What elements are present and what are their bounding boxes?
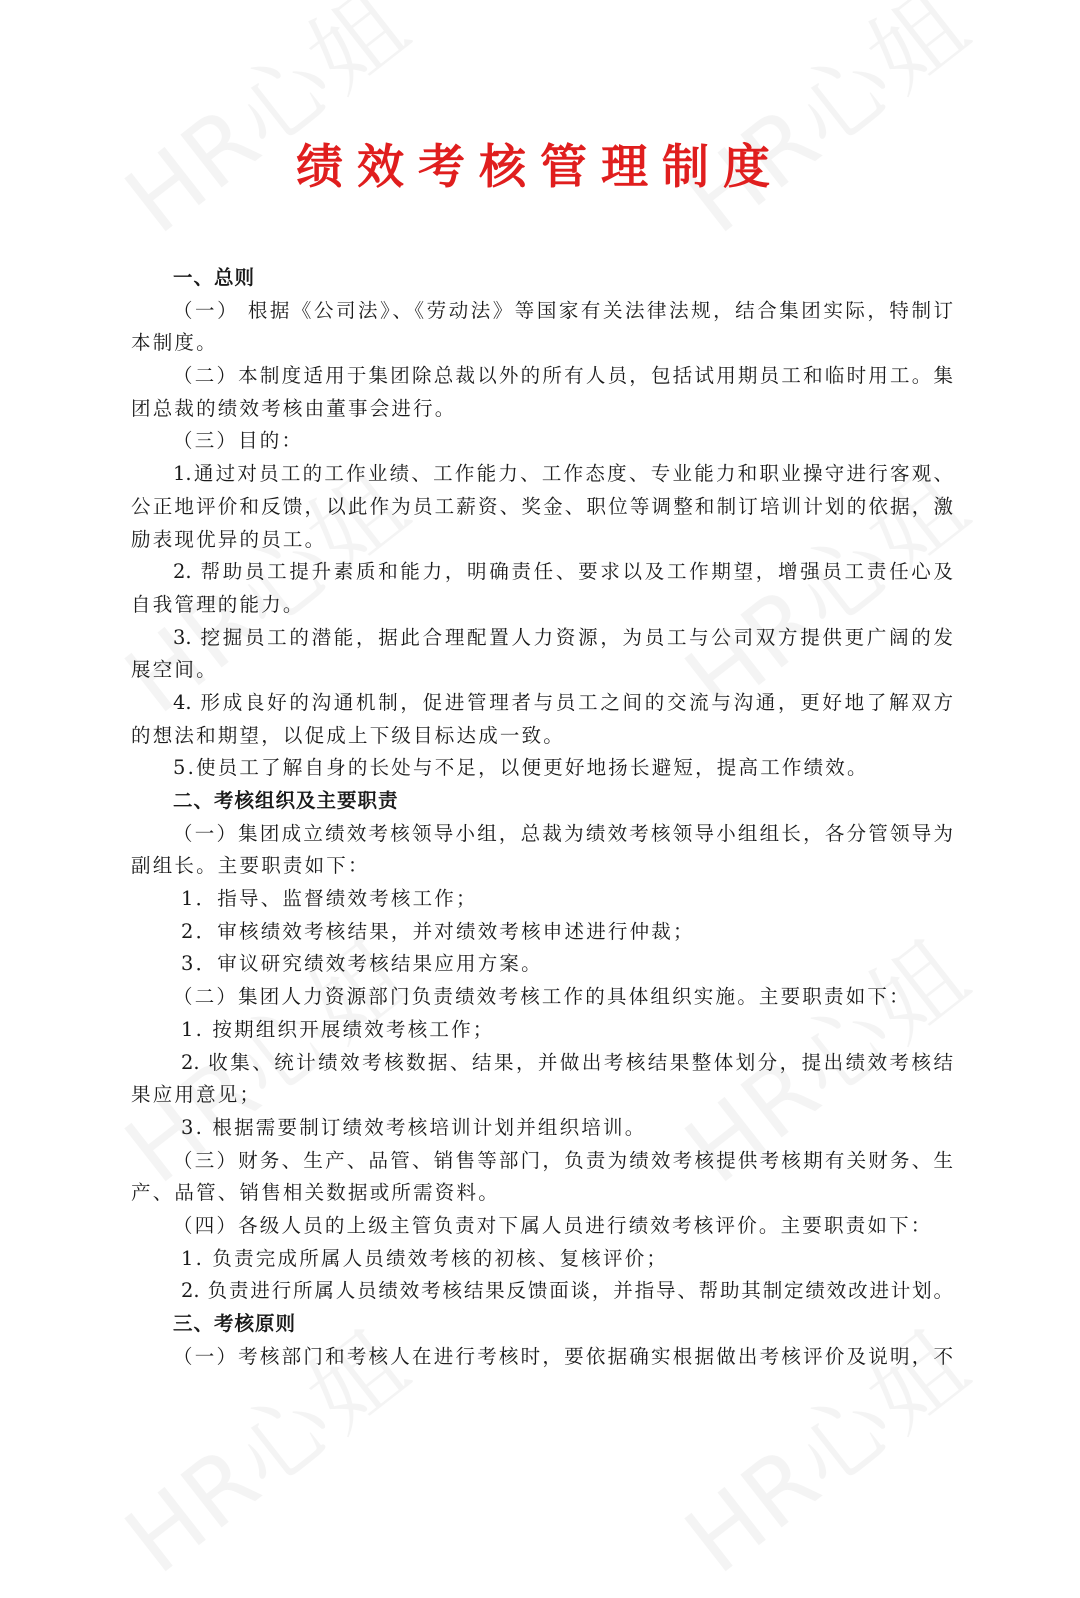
paragraph-line: 本制度。 (131, 331, 218, 355)
paragraph-line: 2. 负责进行所属人员绩效考核结果反馈面谈，并指导、帮助其制定绩效改进计划。 (181, 1279, 953, 1303)
paragraph-line: 自我管理的能力。 (131, 592, 305, 616)
document-title: 绩效考核管理制度 (296, 140, 784, 195)
paragraph-line: 3．审议研究绩效考核结果应用方案。 (181, 952, 543, 976)
paragraph-line: 果应用意见； (131, 1083, 262, 1107)
paragraph-line: 公正地评价和反馈，以此作为员工薪资、奖金、职位等调整和制订培训计划的依据，激 (131, 494, 953, 518)
paragraph-line: 2. 帮助员工提升素质和能力，明确责任、要求以及工作期望，增强员工责任心及 (173, 560, 953, 584)
paragraph-line: （三）财务、生产、品管、销售等部门，负责为绩效考核提供考核期有关财务、生 (173, 1148, 953, 1172)
watermark (654, 0, 991, 258)
paragraph-line: （一） 根据《公司法》、《劳动法》等国家有关法律法规，结合集团实际，特制订 (173, 298, 953, 322)
paragraph-line: 2. 收集、统计绩效考核数据、结果，并做出考核结果整体划分，提出绩效考核结 (181, 1050, 953, 1074)
paragraph-line: 产、品管、销售相关数据或所需资料。 (131, 1181, 500, 1205)
paragraph-line: 2．审核绩效考核结果，并对绩效考核申述进行仲裁； (181, 919, 695, 943)
paragraph-line: （一）考核部门和考核人在进行考核时，要依据确实根据做出考核评价及说明，不 (173, 1344, 953, 1368)
paragraph-line: 展空间。 (131, 658, 218, 682)
paragraph-line: （一）集团成立绩效考核领导小组，总裁为绩效考核领导小组组长，各分管领导为 (173, 821, 953, 845)
paragraph-line: 团总裁的绩效考核由董事会进行。 (131, 396, 457, 420)
paragraph-line: 4. 形成良好的沟通机制，促进管理者与员工之间的交流与沟通，更好地了解双方 (173, 690, 953, 714)
paragraph-line: （二）集团人力资源部门负责绩效考核工作的具体组织实施。主要职责如下： (173, 985, 911, 1009)
paragraph-line: （四）各级人员的上级主管负责对下属人员进行绩效考核评价。主要职责如下： (173, 1213, 933, 1237)
paragraph-line: 1. 负责完成所属人员绩效考核的初核、复核评价； (181, 1246, 669, 1270)
paragraph-line: 励表现优异的员工。 (131, 527, 327, 551)
paragraph-line: 副组长。主要职责如下： (131, 854, 370, 878)
watermark (94, 0, 431, 258)
section-heading: 三、考核原则 (173, 1312, 297, 1335)
section-heading: 二、考核组织及主要职责 (173, 789, 399, 812)
paragraph-line: （二）本制度适用于集团除总裁以外的所有人员，包括试用期员工和临时用工。集 (173, 364, 953, 388)
paragraph-line: 3. 挖掘员工的潜能，据此合理配置人力资源，为员工与公司双方提供更广阔的发 (173, 625, 953, 649)
paragraph-line: 1. 按期组织开展绩效考核工作； (181, 1017, 495, 1041)
paragraph-line: 5.使员工了解自身的长处与不足，以便更好地扬长避短，提高工作绩效。 (173, 756, 869, 780)
paragraph-line: 1．指导、监督绩效考核工作； (181, 887, 478, 911)
section-heading: 一、总则 (173, 266, 256, 289)
document-body (131, 262, 953, 1373)
paragraph-line: 1.通过对员工的工作业绩、工作能力、工作态度、专业能力和职业操守进行客观、 (173, 462, 953, 486)
paragraph-line: （三）目的： (173, 429, 304, 453)
paragraph-line: 3. 根据需要制订绩效考核培训计划并组织培训。 (181, 1115, 647, 1139)
paragraph-line: 的想法和期望，以促成上下级目标达成一致。 (131, 723, 566, 747)
